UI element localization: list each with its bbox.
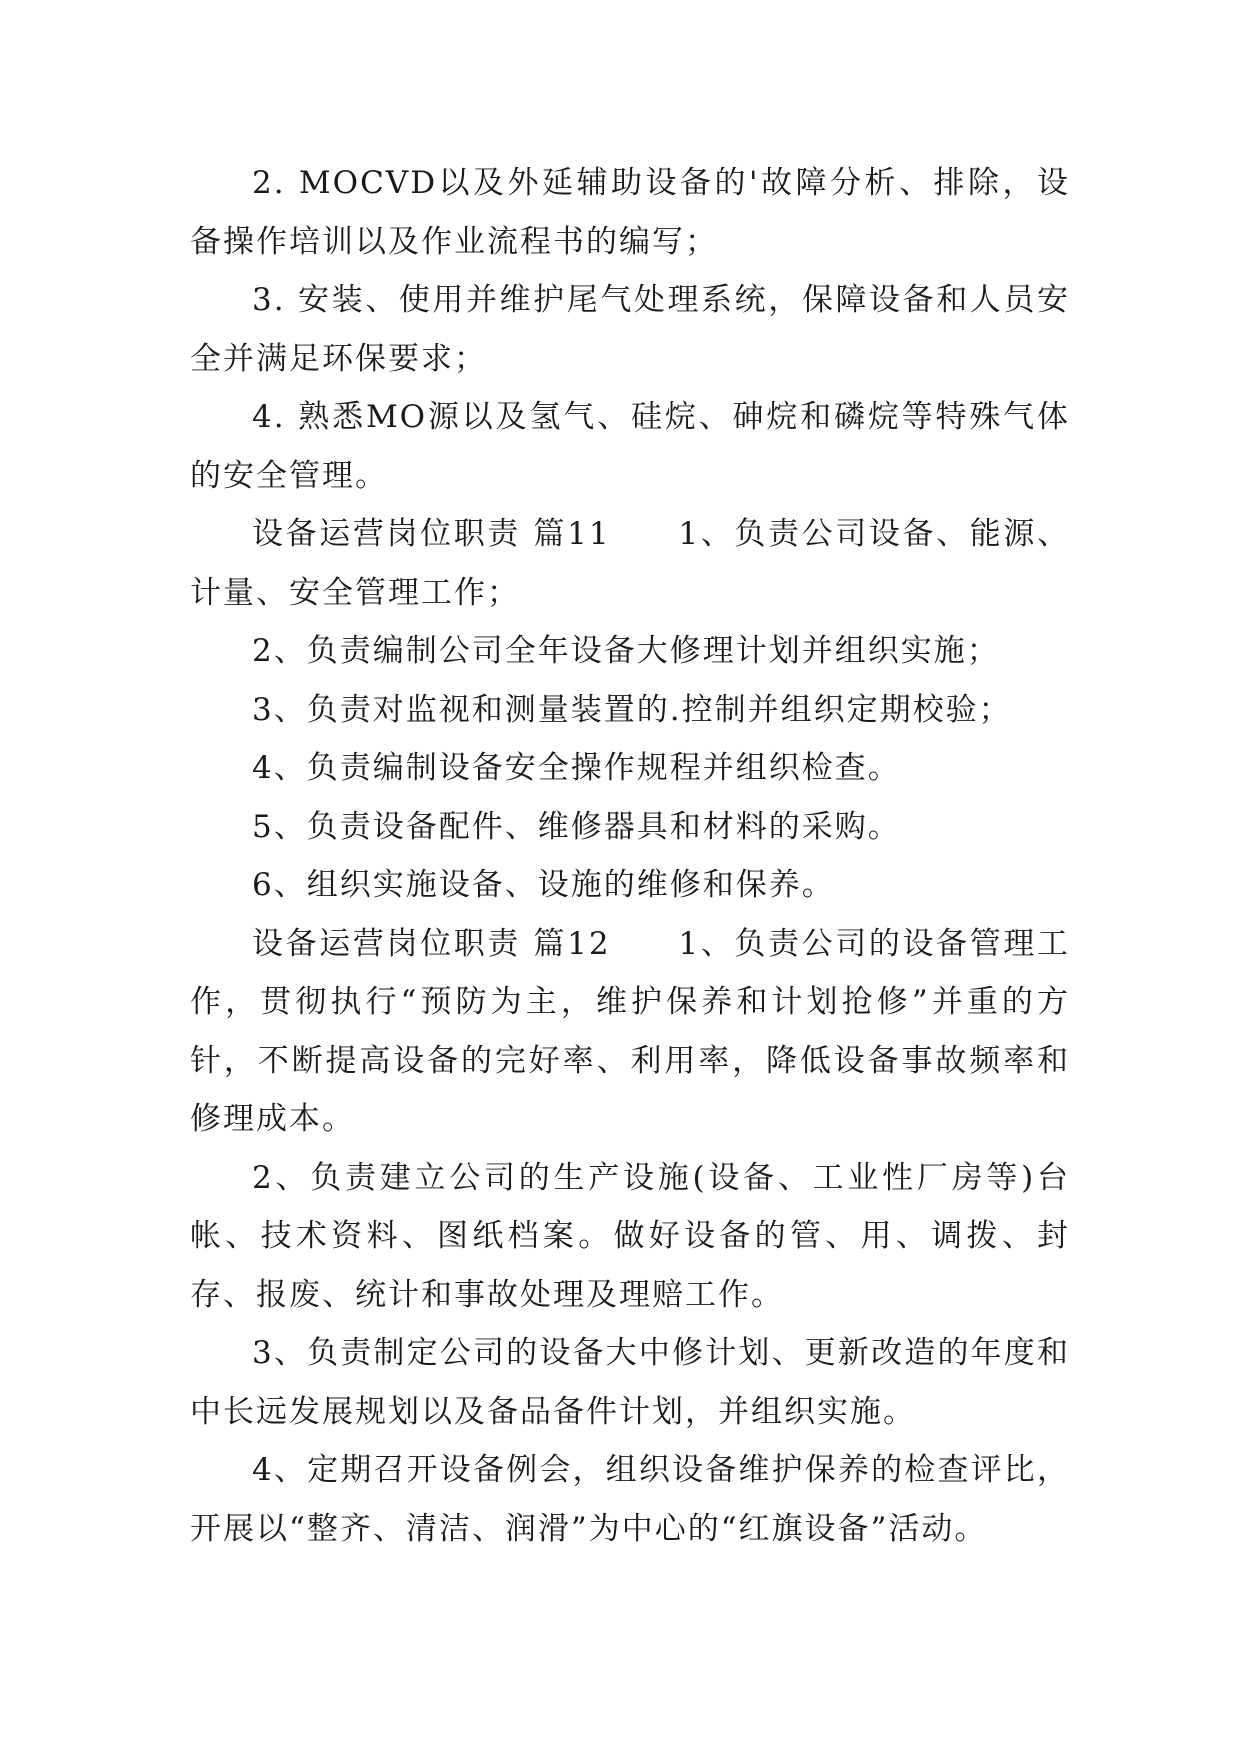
- paragraph-gas-safety: 4. 熟悉MO源以及氢气、硅烷、砷烷和磷烷等特殊气体的安全管理。: [190, 399, 1070, 494]
- paragraph-repair-plan: 3、负责制定公司的设备大中修计划、更新改造的年度和中长远发展规划以及备品备件计划，并组织实施。: [190, 1335, 1070, 1430]
- paragraph-equipment-meeting: 4、定期召开设备例会，组织设备维护保养的检查评比，开展以“整齐、清洁、润滑”为中心的“红旗设备”活动。: [190, 1452, 1070, 1547]
- paragraph-maintenance: 6、组织实施设备、设施的维修和保养。: [252, 867, 835, 903]
- document-body: [190, 154, 1070, 1558]
- paragraph-calibration: 3、负责对监视和测量装置的.控制并组织定期校验；: [252, 691, 1012, 728]
- paragraph-section-12: 设备运营岗位职责 篇12 1、负责公司的设备管理工作，贯彻执行“预防为主，维护保养和计划抢修”并重的方针，不断提高设备的完好率、利用率，降低设备事故频率和修理成本。: [190, 925, 1070, 1137]
- paragraph-operating-rules: 4、负责编制设备安全操作规程并组织检查。: [252, 750, 901, 786]
- paragraph-overhaul-plan: 2、负责编制公司全年设备大修理计划并组织实施；: [252, 633, 1000, 669]
- paragraph-exhaust-system: 3. 安装、使用并维护尾气处理系统，保障设备和人员安全并满足环保要求；: [190, 282, 1070, 377]
- paragraph-ledger: 2、负责建立公司的生产设施(设备、工业性厂房等)台帐、技术资料、图纸档案。做好设备的管、用、调拨、封存、报废、统计和事故处理及理赔工作。: [190, 1159, 1070, 1313]
- paragraph-mocvd-maintenance: 2. MOCVD以及外延辅助设备的'故障分析、排除，设备操作培训以及作业流程书的编写；: [190, 165, 1070, 260]
- paragraph-procurement: 5、负责设备配件、维修器具和材料的采购。: [252, 808, 901, 845]
- paragraph-section-11: 设备运营岗位职责 篇11 1、负责公司设备、能源、计量、安全管理工作；: [190, 516, 1070, 611]
